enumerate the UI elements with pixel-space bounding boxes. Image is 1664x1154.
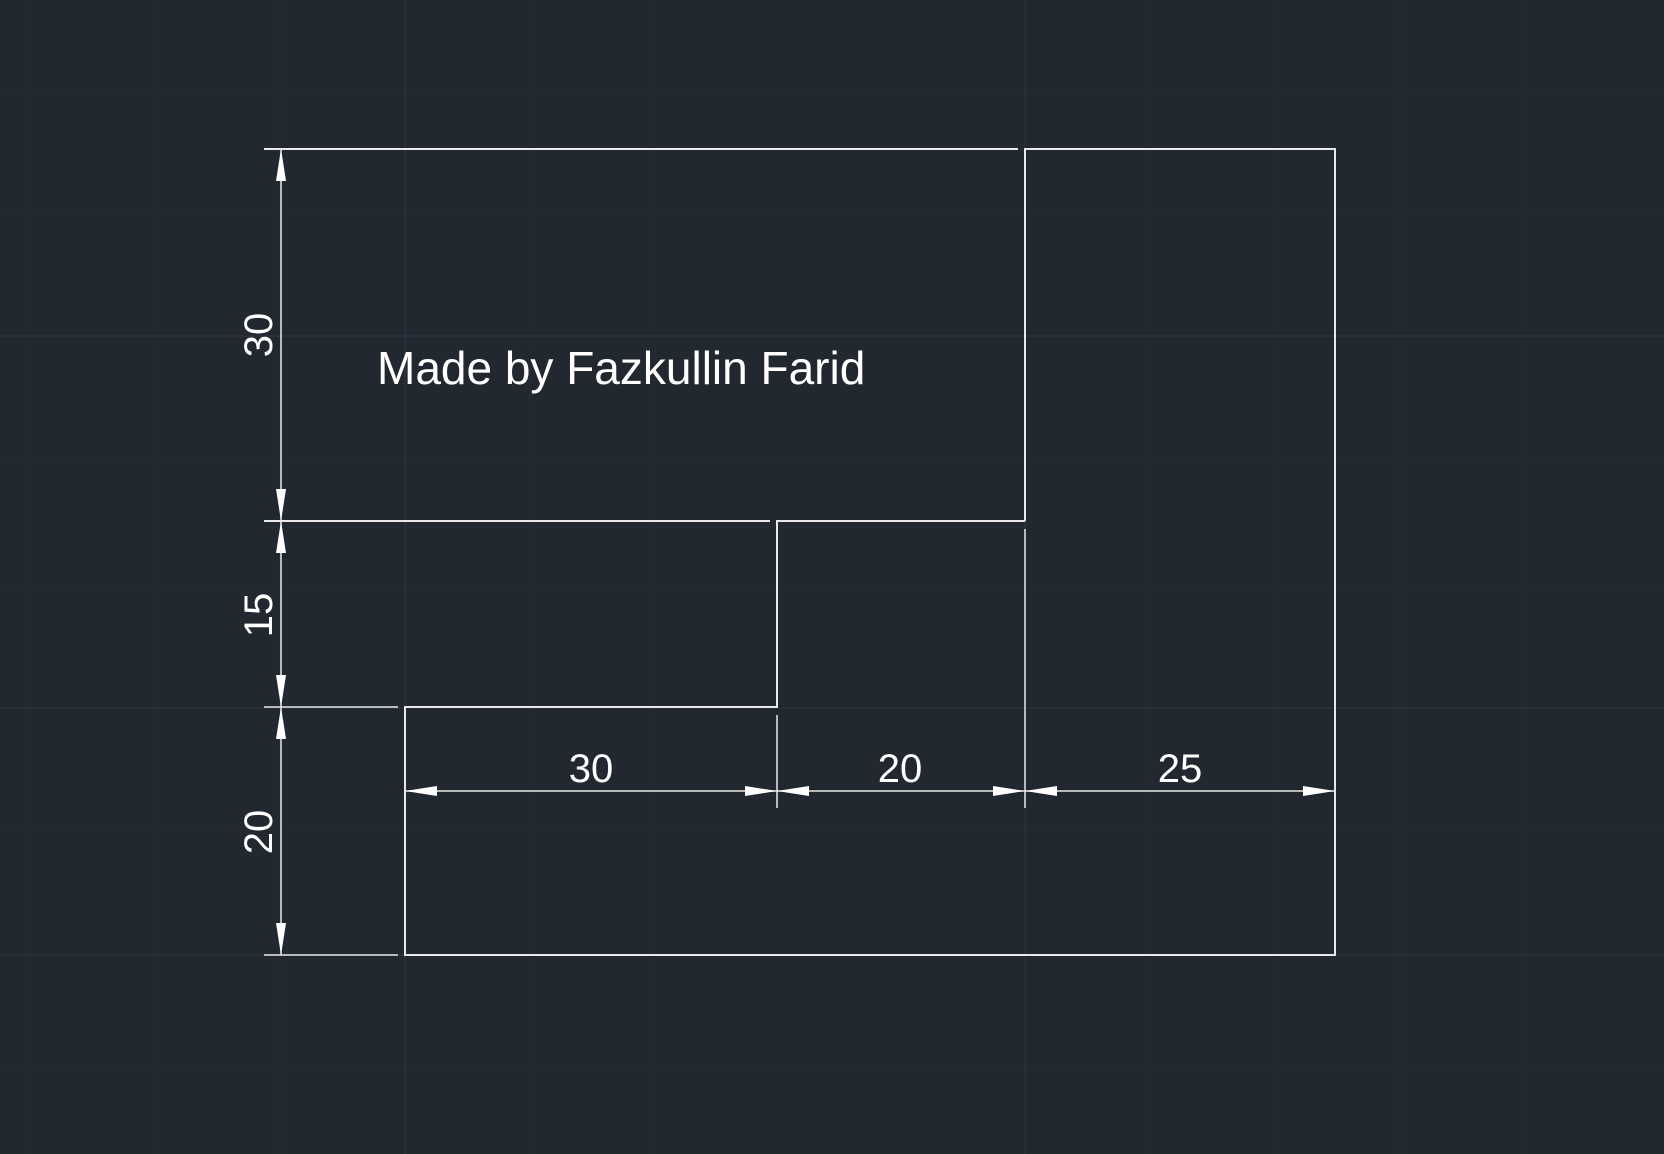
- arrow-head-left: [1025, 786, 1057, 796]
- outline-right-block: [405, 149, 1335, 955]
- vertical-dimension-middle[interactable]: [237, 521, 286, 707]
- arrow-head-up: [276, 707, 286, 739]
- dim-v-middle-label: 15: [237, 592, 281, 638]
- dim-v-bottom-label: 20: [237, 809, 281, 855]
- dim-h-left-label: 30: [568, 747, 614, 791]
- part-outline[interactable]: [264, 149, 1335, 955]
- dim-h-middle-label: 20: [877, 747, 923, 791]
- arrow-head-down: [276, 489, 286, 521]
- arrow-head-right: [745, 786, 777, 796]
- arrow-head-left: [405, 786, 437, 796]
- arrow-head-down: [276, 675, 286, 707]
- arrow-head-right: [1303, 786, 1335, 796]
- extension-lines: [264, 529, 1025, 955]
- horizontal-dimension-left[interactable]: [405, 747, 777, 796]
- dim-h-right-label: 25: [1157, 747, 1203, 791]
- arrow-head-up: [276, 149, 286, 181]
- arrow-head-up: [276, 521, 286, 553]
- horizontal-dimension-right[interactable]: [1025, 747, 1335, 796]
- vertical-dimension-top[interactable]: [237, 149, 286, 521]
- dim-v-top-label: 30: [237, 312, 281, 358]
- arrow-head-down: [276, 923, 286, 955]
- author-note-text[interactable]: Made by Fazkullin Farid: [377, 342, 866, 394]
- horizontal-dimension-middle[interactable]: [777, 747, 1025, 796]
- vertical-dimension-bottom[interactable]: [237, 707, 286, 955]
- arrow-head-right: [993, 786, 1025, 796]
- arrow-head-left: [777, 786, 809, 796]
